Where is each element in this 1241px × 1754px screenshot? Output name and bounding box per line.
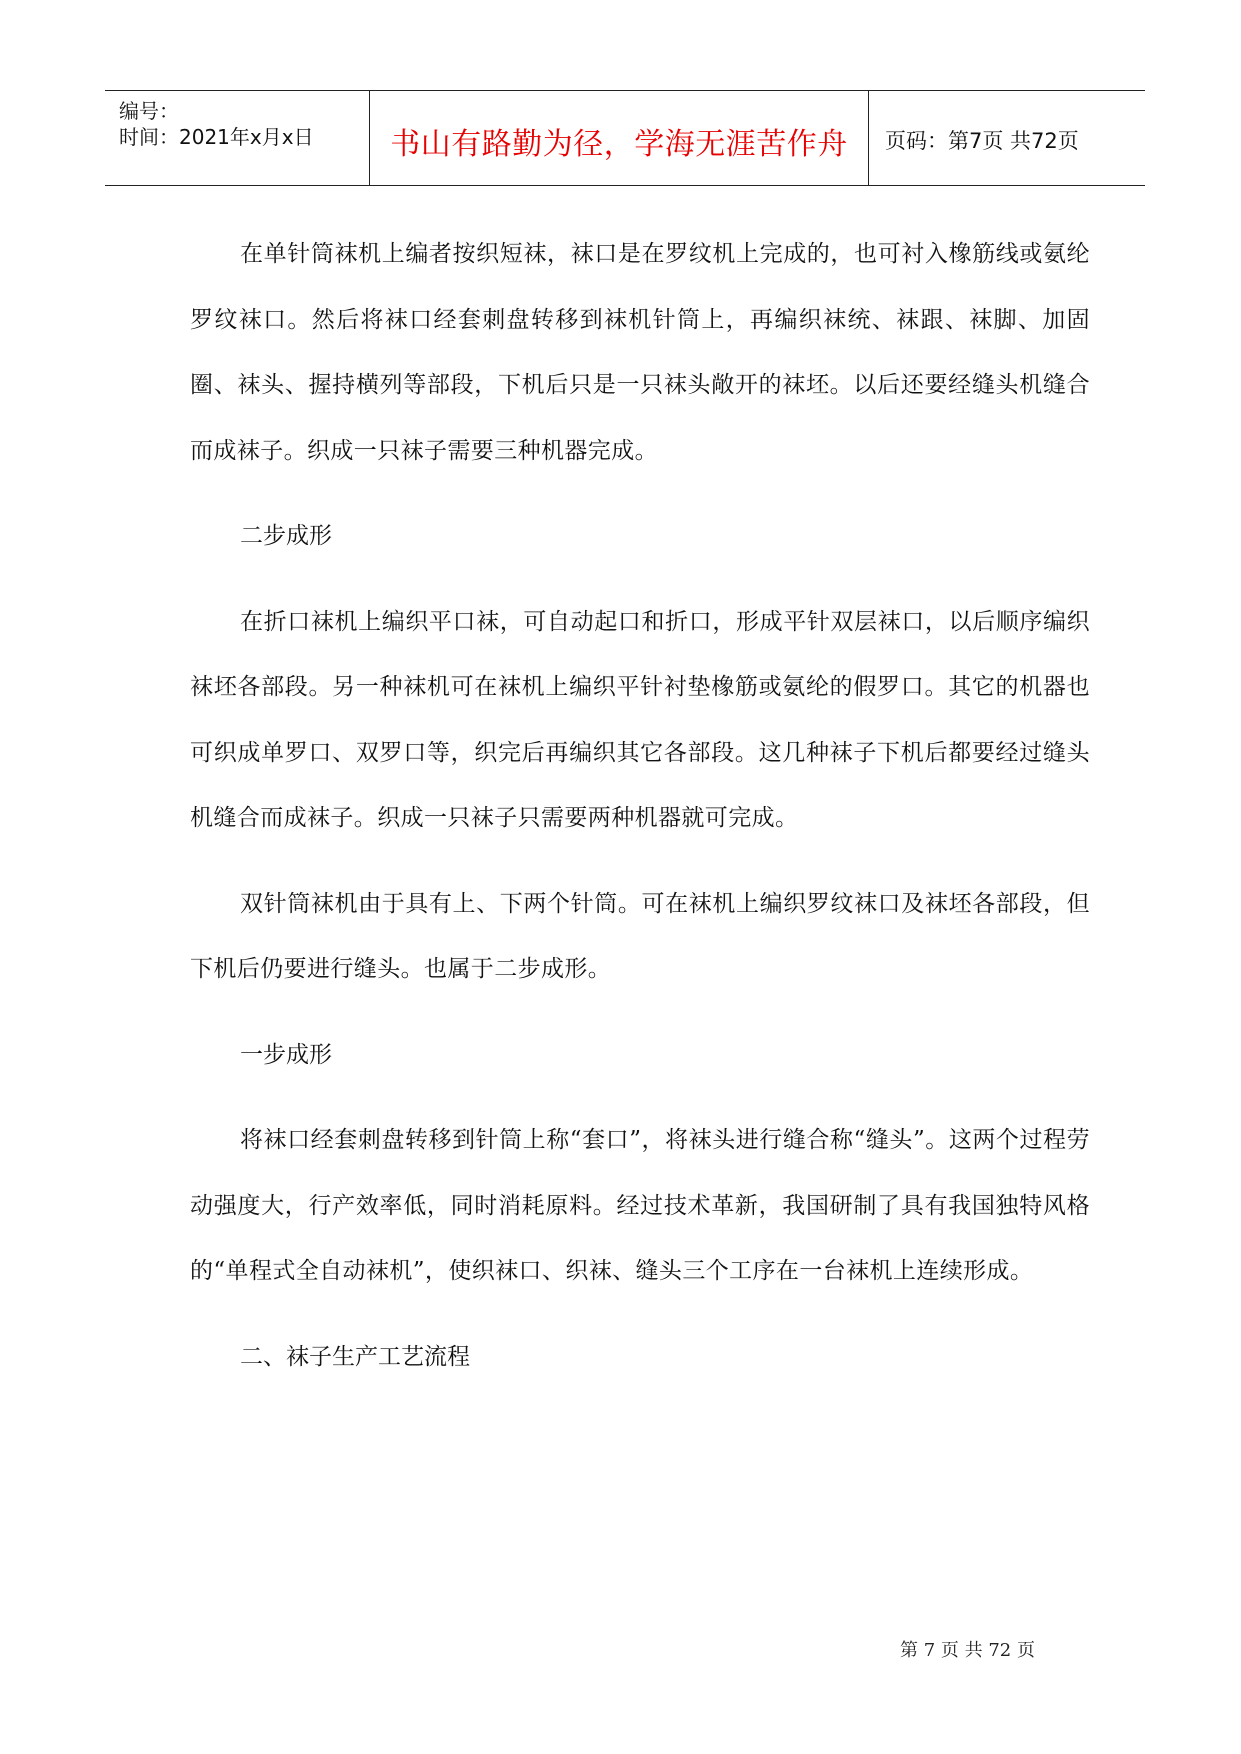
header-motto-cell	[369, 91, 869, 185]
page-footer: 第 7 页 共 72 页	[900, 1640, 1035, 1661]
section-heading-one-step: 一步成形	[240, 1041, 332, 1068]
document-number-label: 编号：	[119, 99, 179, 123]
document-time-label: 时间：2021年x月x日	[119, 125, 314, 149]
paragraph-3: 双针筒袜机由于具有上、下两个针筒。可在袜机上编织罗纹袜口及袜坯各部段，但下机后仍要进行缝头。也属于二步成形。	[190, 890, 1090, 982]
document-body	[190, 222, 1090, 1410]
header-motto: 书山有路勤为径，学海无涯苦作舟	[390, 127, 848, 162]
header-meta-cell	[105, 91, 369, 185]
paragraph-2: 在折口袜机上编织平口袜，可自动起口和折口，形成平针双层袜口，以后顺序编织袜坯各部段。另一种袜机可在袜机上编织平针衬垫橡筋或氨纶的假罗口。其它的机器也可织成单罗口、双罗口等，织完后再编织其它各部段。这几种袜子下机后都要经过缝头机缝合而成袜子。织成一只袜子只需要两种机器就可完成。	[190, 608, 1090, 831]
section-heading-process-flow: 二、袜子生产工艺流程	[240, 1343, 470, 1370]
paragraph-4: 将袜口经套刺盘转移到针筒上称“套口”，将袜头进行缝合称“缝头”。这两个过程劳动强度大，行产效率低，同时消耗原料。经过技术革新，我国研制了具有我国独特风格的“单程式全自动袜机”，使织袜口、织袜、缝头三个工序在一台袜机上连续形成。	[190, 1127, 1090, 1284]
paragraph-1: 在单针筒袜机上编者按织短袜，袜口是在罗纹机上完成的，也可衬入橡筋线或氨纶罗纹袜口。然后将袜口经套刺盘转移到袜机针筒上，再编织袜统、袜跟、袜脚、加固圈、袜头、握持横列等部段，下机后只是一只袜头敞开的袜坯。以后还要经缝头机缝合而成袜子。织成一只袜子需要三种机器完成。	[190, 241, 1090, 464]
header-page-cell	[869, 91, 1145, 185]
document-header	[105, 90, 1145, 186]
section-heading-two-step: 二步成形	[240, 523, 332, 549]
header-page-info: 页码：第7页 共72页	[885, 129, 1079, 153]
